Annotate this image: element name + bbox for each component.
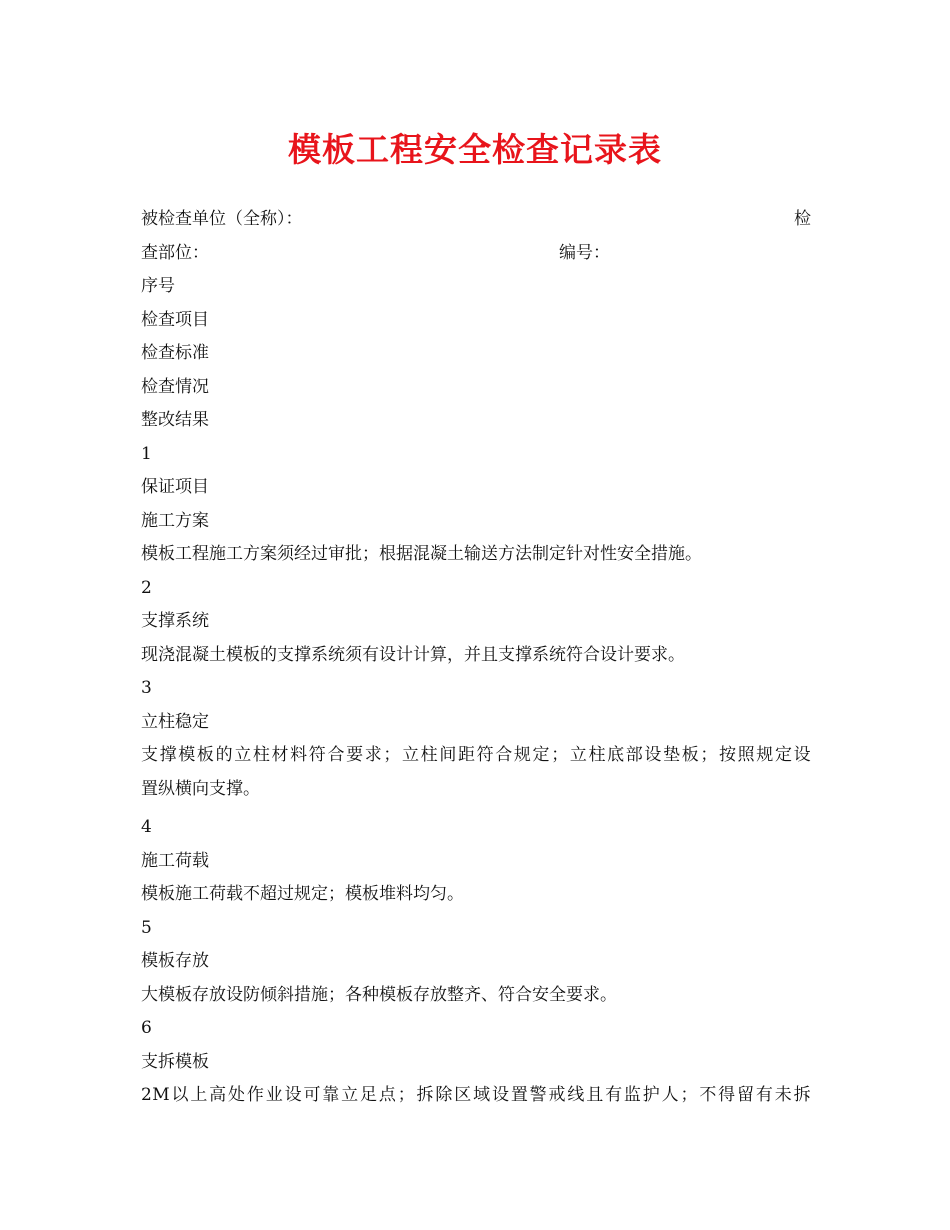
item-standard: 支撑模板的立柱材料符合要求；立柱间距符合规定；立柱底部设垫板；按照规定设 (141, 745, 811, 765)
item-standard: 现浇混凝土模板的支撑系统须有设计计算，并且支撑系统符合设计要求。 (141, 644, 685, 665)
item-category: 保证项目 (141, 477, 209, 497)
item-number: 4 (141, 817, 152, 837)
item-number: 2 (141, 577, 152, 598)
inspected-unit-label: 被检查单位（全称）： (141, 209, 303, 229)
document-body (141, 203, 811, 1113)
item-name: 施工荷载 (141, 850, 209, 871)
column-header-situation: 检查情况 (141, 376, 209, 397)
item-number: 1 (141, 443, 152, 464)
item-number: 5 (141, 917, 152, 938)
item-standard-continued: 置纵横向支撑。 (141, 778, 260, 799)
inspection-part-row (141, 237, 811, 271)
item-name: 支拆模板 (141, 1051, 209, 1072)
inspection-wrap-char: 检 (794, 209, 811, 229)
item-number: 3 (141, 678, 152, 698)
column-header-item: 检查项目 (141, 309, 209, 330)
item-standard: 大模板存放设防倾斜措施；各种模板存放整齐、符合安全要求。 (141, 984, 617, 1005)
column-header-standard: 检查标准 (141, 343, 209, 363)
number-label: 编号： (559, 242, 610, 263)
column-header-no: 序号 (141, 276, 175, 296)
item-standard: 模板施工荷载不超过规定；模板堆料均匀。 (141, 884, 464, 904)
item-name: 立柱稳定 (141, 711, 209, 732)
inspected-unit-row (141, 203, 811, 237)
inspection-part-label: 查部位： (141, 242, 209, 263)
column-header-result: 整改结果 (141, 410, 209, 430)
item-number: 6 (141, 1018, 152, 1038)
document-title: 模板工程安全检查记录表 (288, 130, 662, 169)
item-standard: 模板工程施工方案须经过审批；根据混凝土输送方法制定针对性安全措施。 (141, 544, 702, 564)
item-standard: 2M以上高处作业设可靠立足点；拆除区域设置警戒线且有监护人；不得留有未拆 (141, 1085, 811, 1105)
item-name: 支撑系统 (141, 611, 209, 631)
item-name: 施工方案 (141, 510, 209, 531)
item-name: 模板存放 (141, 951, 209, 971)
